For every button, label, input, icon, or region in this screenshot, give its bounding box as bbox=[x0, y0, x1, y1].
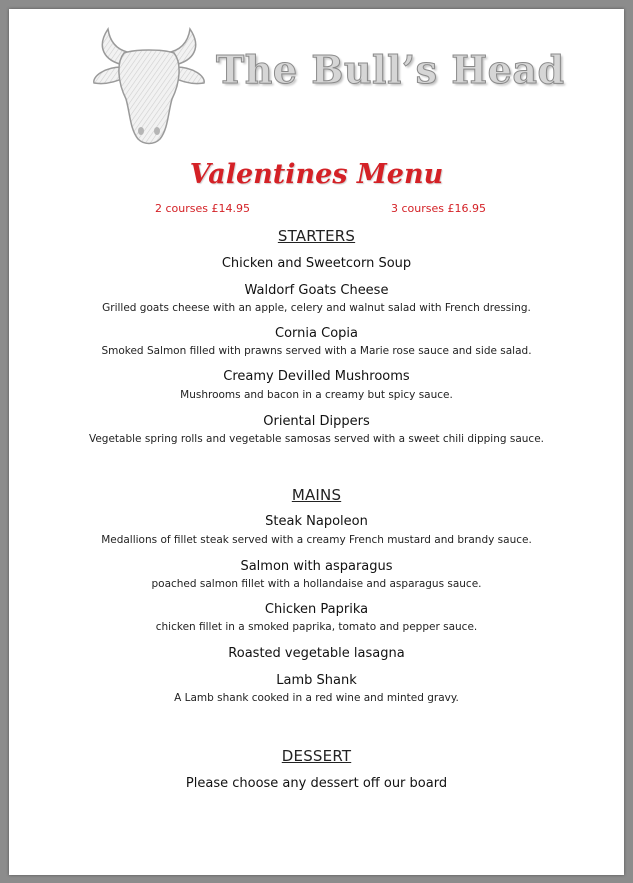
main-description: A Lamb shank cooked in a red wine and minted gravy. bbox=[174, 692, 459, 704]
starter-name: Creamy Devilled Mushrooms bbox=[223, 369, 410, 384]
main-name: Steak Napoleon bbox=[265, 514, 368, 529]
price-three-courses: 3 courses £16.95 bbox=[391, 202, 486, 215]
main-name: Lamb Shank bbox=[276, 673, 357, 688]
menu-page bbox=[9, 9, 624, 875]
starter-name: Waldorf Goats Cheese bbox=[244, 283, 389, 298]
main-description: chicken fillet in a smoked paprika, tomato and pepper sauce. bbox=[155, 621, 478, 633]
price-two-courses: 2 courses £14.95 bbox=[155, 202, 250, 215]
bull-head-icon bbox=[84, 21, 214, 149]
main-name: Roasted vegetable lasagna bbox=[228, 646, 405, 661]
mains-section bbox=[9, 485, 624, 504]
dessert-section bbox=[9, 746, 624, 765]
main-description: Medallions of fillet steak served with a creamy French mustard and brandy sauce. bbox=[101, 534, 532, 546]
starter-name: Cornia Copia bbox=[275, 326, 358, 341]
dessert-heading: DESSERT bbox=[281, 747, 352, 765]
menu-title: Valentines Menu bbox=[189, 159, 444, 190]
brand-name: The Bull’s Head bbox=[216, 47, 565, 92]
starter-name: Chicken and Sweetcorn Soup bbox=[221, 256, 412, 271]
starter-name: Oriental Dippers bbox=[263, 414, 370, 429]
main-name: Chicken Paprika bbox=[264, 602, 369, 617]
starter-description: Grilled goats cheese with an apple, celery and walnut salad with French dressing. bbox=[102, 302, 531, 314]
starter-description: Smoked Salmon filled with prawns served with a Marie rose sauce and side salad. bbox=[101, 345, 532, 357]
main-name: Salmon with asparagus bbox=[240, 559, 393, 574]
starters-section bbox=[9, 226, 624, 245]
mains-heading: MAINS bbox=[291, 486, 342, 504]
starter-description: Mushrooms and bacon in a creamy but spicy sauce. bbox=[180, 389, 453, 401]
starters-heading: STARTERS bbox=[277, 227, 356, 245]
dessert-note: Please choose any dessert off our board bbox=[185, 776, 448, 791]
main-description: poached salmon fillet with a hollandaise and asparagus sauce. bbox=[151, 578, 482, 590]
starter-description: Vegetable spring rolls and vegetable samosas served with a sweet chili dipping sauce. bbox=[88, 433, 545, 445]
